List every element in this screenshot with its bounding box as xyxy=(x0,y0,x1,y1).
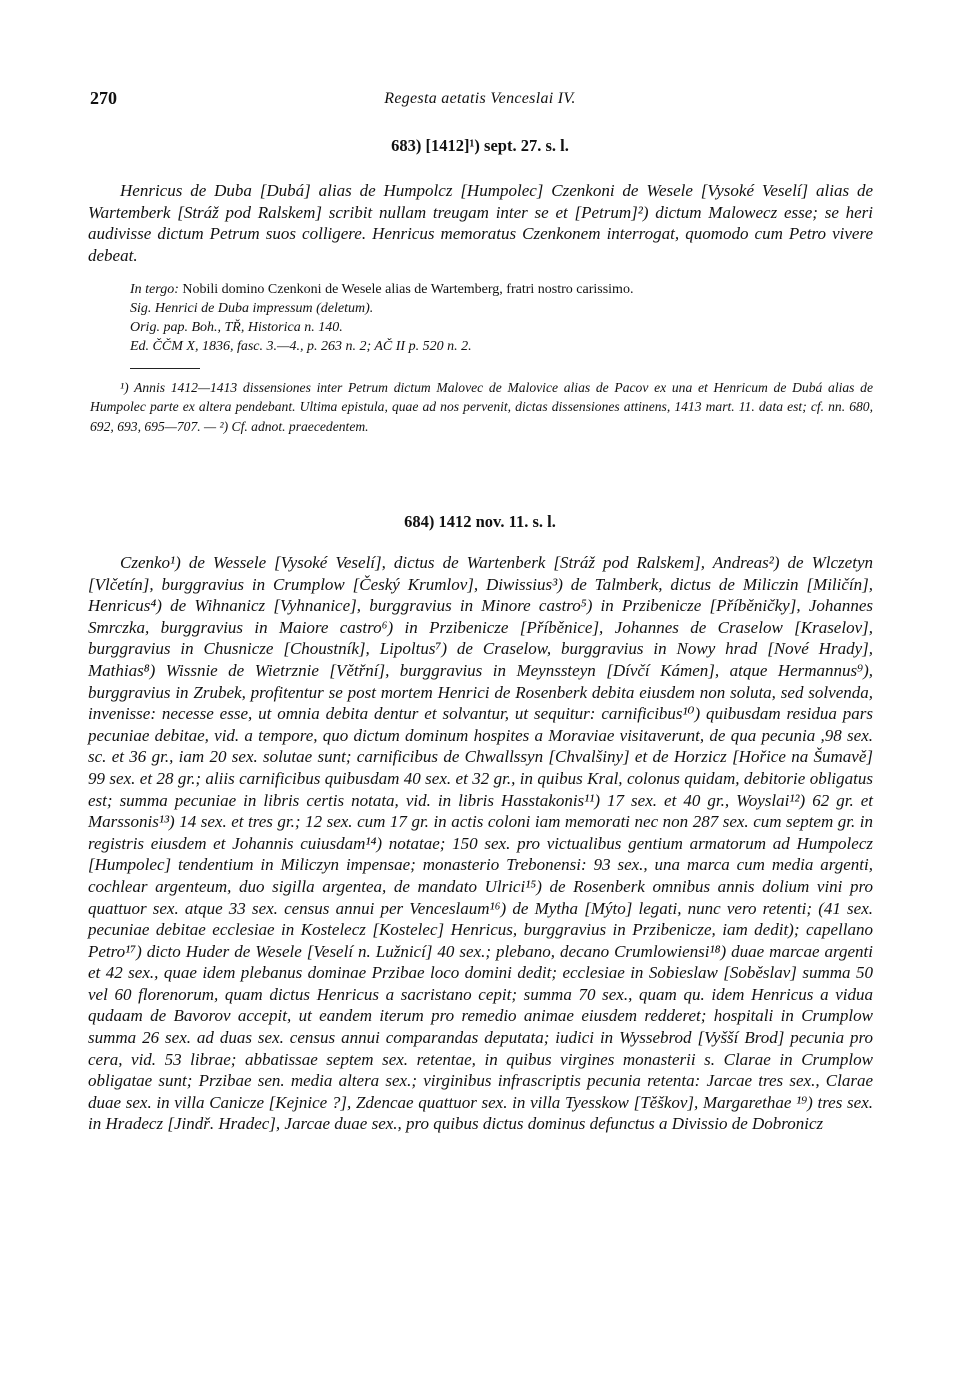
in-tergo-label: In tergo: xyxy=(130,282,179,297)
edition-line: Ed. ČČM X, 1836, fasc. 3.—4., p. 263 n. 2; AČ II p. 520 n. 2. xyxy=(130,339,472,354)
entry-683-regest-text: Henricus de Duba [Dubá] alias de Humpolcz [Humpolec] Czenkoni de Wesele [Vysoké Veselí] alias de Wartemberk [Stráž pod Ralskem] scribit nullam treugam inter se et [Petrum]²) dictum Malowecz esse; se heri audivisse dictum Petrum suos colligere. Henricus memoratus Czenkonem interrogat, quomodo cum Petro vivere debeat. xyxy=(88,181,873,265)
entry-684-regest xyxy=(88,552,873,1135)
entry-683-footnote: ¹) Annis 1412—1413 dissensiones inter Petrum dictum Malovec de Malovice alias de Pacov ex una et Henricum de Dubá alias de Humpolec parte ex altera pendebant. Ultima epistula, quae ad nos pervenit, dictas dissensiones attinens, 1413 mart. 11. data est; cf. nn. 680, 692, 693, 695—707. — ²) Cf. adnot. praecedentem. xyxy=(90,380,873,434)
original-line: Orig. pap. Boh., TŘ, Historica n. 140. xyxy=(130,320,343,335)
sigillum-line: Sig. Henrici de Duba impressum (deletum). xyxy=(130,301,374,316)
running-title: Regesta aetatis Venceslai IV. xyxy=(384,90,576,107)
page-number: 270 xyxy=(90,88,117,108)
footnote-separator xyxy=(130,368,200,369)
entry-683-apparatus xyxy=(130,280,870,356)
entry-684-regest-text: Czenko¹) de Wessele [Vysoké Veselí], dictus de Wartenberk [Stráž pod Ralskem], Andreas²) de Wlczetyn [Vlčetín], burggravius in Crumplow [Český Krumlov], Diwissius³) de Talmberk, dictus de Miliczin [Miličín], Henricus⁴) de Wihnanicz [Vyhnanice], burggravius in Minore castro⁵) in Przibenicze [Příběničky], Johannes Smrczka, burggravius in Maiore castro⁶) in Przibenicze [Příběnice], Johannes de Craselow [Kraselov], burggravius in Chusnicze [Choustník], Lipoltus⁷) de Craselow, burggravius in Nowy hrad [Nové Hrady], Mathias⁸) Wissnie de Wietrznie [Větřní], burggravius in Meynssteyn [Dívčí Kámen], atque Hermannus⁹), burggravius in Zrubek, profitentur se post mortem Henrici de Rosenberk debita eiusdem non soluta, sed solvenda, invenisse: necesse esse, ut omnia debita dentur et solvantur, ut sequitur: carnificibus¹⁰) quibusdam residua pars pecuniae debitae, vid. a tempore, quo dictum dominum hospites a Moraviae visitaverunt, de qua pecunia ,98 sex. sc. et 36 gr., iam 20 sex. solutae sunt; carnificibus de Chwallssyn [Chvalšiny] et de Horzicz [Hořice na Šumavě] 99 sex. et 28 gr.; aliis carnificibus quibusdam 40 sex. et 32 gr., in quibus Kral, colonus quidam, debitorie obligatus est; summa pecuniae in libris certis notata, vid. in libris Hasstakonis¹¹) 17 sex. et 40 gr., Woyslai¹²) 62 gr. et Marssonis¹³) 14 sex. et tres gr.; 12 sex. cum 17 gr. in actis coloni iam memorati nec non 287 sex. cum septem gr. in registris eiusdem et Johannis cuiusdam¹⁴) notatae; 150 sex. pro victualibus gentium armatorum ad Humpolecz [Humpolec] tendentium in Miliczyn impensae; monasterio Trebonensi: 93 sex., una marca cum media argenti, cochlear argenteum, duo sigilla argentea, de mandato Ulrici¹⁵) de Rosenberk omnibus annis dolium vini pro quattuor sex. atque 33 sex. census annui per Venceslaum¹⁶) de Mytha [Mýto] legati, nunc vero retenti; (41 sex. pecuniae debitae ecclesiae in Kostelecz [Kostelec] Henricus, burggravius in Przibenicze, iam dedit); capellano Petro¹⁷) dicto Huder de Wesele [Veselí n. Lužnicí] 40 sex.; plebano, decano Crumlowiensi¹⁸) duae marcae argenti et 42 sex., quae idem plebanus dominae Przibae loco domini dedit; ecclesiae in Sobieslaw [Soběslav] summa 50 vel 60 florenorum, quam dictus Henricus a sacristano cepit; summa 70 sex., quam qu. idem Henricus a vidua qudaam de Bavorov accepit, ut eandem iterum pro remedio animae eiusdem redderet; hospitali in Crumplow summa 26 sex. ad duas sex. census annui comparandas deputata; iudici in Wyssebrod [Vyšší Brod] pecunia pro cera, vid. 53 librae; abbatissae septem sex. retentae, in quibus virgines monasterii s. Clarae in Crumplow obligatae sunt; Przibae sen. media altera sex.; virginibus infrascriptis pecunia retenta: Jarcae tres sex., Clarae duae sex. in villa Canicze [Kejnice ?], Zdencae quattuor sex. in villa Tyesskow [Těškov], Margarethae ¹⁹) tres sex. in Hradecz [Jindř. Hradec], Jarcae duae sex., pro quibus dictus dominus defunctus a Divissio de Dobronicz xyxy=(88,553,873,1134)
in-tergo-line xyxy=(130,280,870,299)
entry-683-regest xyxy=(88,180,873,266)
entry-683-heading: 683) [1412]¹) sept. 27. s. l. xyxy=(391,136,569,155)
in-tergo-text: Nobili domino Czenkoni de Wesele alias de Wartemberg, fratri nostro carissimo. xyxy=(182,282,634,297)
entry-684-heading: 684) 1412 nov. 11. s. l. xyxy=(404,512,556,531)
